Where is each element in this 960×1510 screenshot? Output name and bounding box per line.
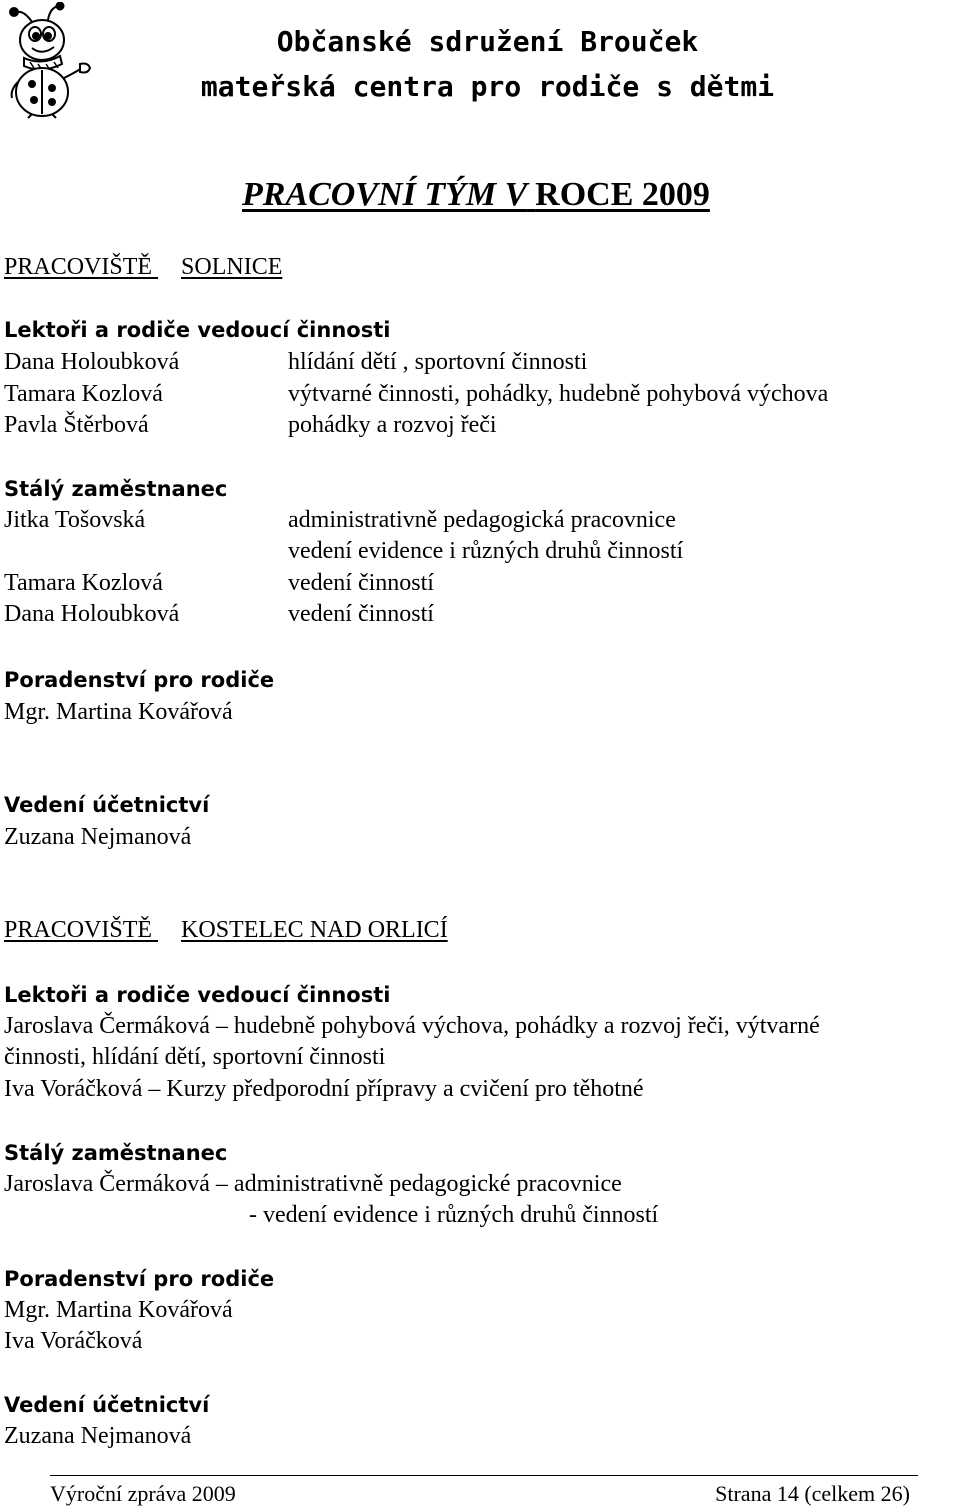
kostelec-heading-name: KOSTELEC NAD ORLICÍ <box>181 917 448 943</box>
solnice-staff-name: Tamara Kozlová <box>4 570 163 596</box>
page-title-year: ROCE 2009 <box>535 176 710 213</box>
kostelec-poradenstvi-name: Iva Voráčková <box>4 1328 143 1354</box>
solnice-staff-role: vedení činností <box>288 601 434 627</box>
section-kostelec-heading <box>4 916 448 944</box>
footer-page-number: Strana 14 (celkem 26) <box>715 1481 910 1506</box>
footer <box>50 1475 918 1510</box>
kostelec-heading-label: PRACOVIŠTĚ <box>4 917 153 943</box>
solnice-lektor-name: Pavla Štěrbová <box>4 412 149 438</box>
org-name: Občanské sdružení Brouček <box>276 25 699 58</box>
solnice-lektor-name: Tamara Kozlová <box>4 381 163 407</box>
page-title <box>242 176 710 214</box>
solnice-lektor-role: výtvarné činnosti, pohádky, hudebně pohybová výchova <box>288 381 829 407</box>
solnice-staff-name: Jitka Tošovská <box>4 507 146 533</box>
solnice-poradenstvi-name: Mgr. Martina Kovářová <box>4 699 233 725</box>
solnice-staff-name: Dana Holoubková <box>4 601 180 627</box>
kostelec-staff-heading: Stálý zaměstnanec <box>4 1141 228 1165</box>
section-solnice-heading <box>4 253 282 281</box>
solnice-staff-heading: Stálý zaměstnanec <box>4 477 228 501</box>
page-title-italic: PRACOVNÍ TÝM V <box>242 176 527 213</box>
solnice-lektori-heading: Lektoři a rodiče vedoucí činnosti <box>4 318 391 342</box>
kostelec-poradenstvi-name: Mgr. Martina Kovářová <box>4 1297 233 1323</box>
kostelec-ucetnictvi-heading: Vedení účetnictví <box>4 1393 210 1417</box>
solnice-staff-role: administrativně pedagogická pracovnice <box>288 507 676 533</box>
kostelec-lektor-line: Iva Voráčková – Kurzy předporodní přípravy a cvičení pro těhotné <box>4 1076 644 1102</box>
solnice-ucetnictvi-name: Zuzana Nejmanová <box>4 824 192 850</box>
solnice-lektor-name: Dana Holoubková <box>4 349 180 375</box>
solnice-heading-name: SOLNICE <box>181 254 283 280</box>
solnice-staff-role: vedení evidence i různých druhů činností <box>288 538 684 564</box>
kostelec-lektor-line: Jaroslava Čermáková – hudebně pohybová výchova, pohádky a rozvoj řeči, výtvarné <box>4 1013 820 1039</box>
kostelec-lektori-heading: Lektoři a rodiče vedoucí činnosti <box>4 983 391 1007</box>
kostelec-ucetnictvi-name: Zuzana Nejmanová <box>4 1423 192 1449</box>
solnice-lektor-role: pohádky a rozvoj řeči <box>288 412 497 438</box>
kostelec-staff-line: - vedení evidence i různých druhů činností <box>249 1202 659 1228</box>
solnice-ucetnictvi-heading: Vedení účetnictví <box>4 793 210 817</box>
solnice-lektor-role: hlídání dětí , sportovní činnosti <box>288 349 588 375</box>
kostelec-staff-line: Jaroslava Čermáková – administrativně pedagogické pracovnice <box>4 1171 622 1197</box>
solnice-heading-label: PRACOVIŠTĚ <box>4 254 153 280</box>
solnice-staff-role: vedení činností <box>288 570 434 596</box>
org-subtitle: mateřská centra pro rodiče s dětmi <box>200 70 775 103</box>
footer-report-title: Výroční zpráva 2009 <box>50 1481 236 1506</box>
solnice-poradenstvi-heading: Poradenství pro rodiče <box>4 668 275 692</box>
kostelec-poradenstvi-heading: Poradenství pro rodiče <box>4 1267 275 1291</box>
kostelec-lektor-line: činnosti, hlídání dětí, sportovní činnosti <box>4 1044 386 1070</box>
